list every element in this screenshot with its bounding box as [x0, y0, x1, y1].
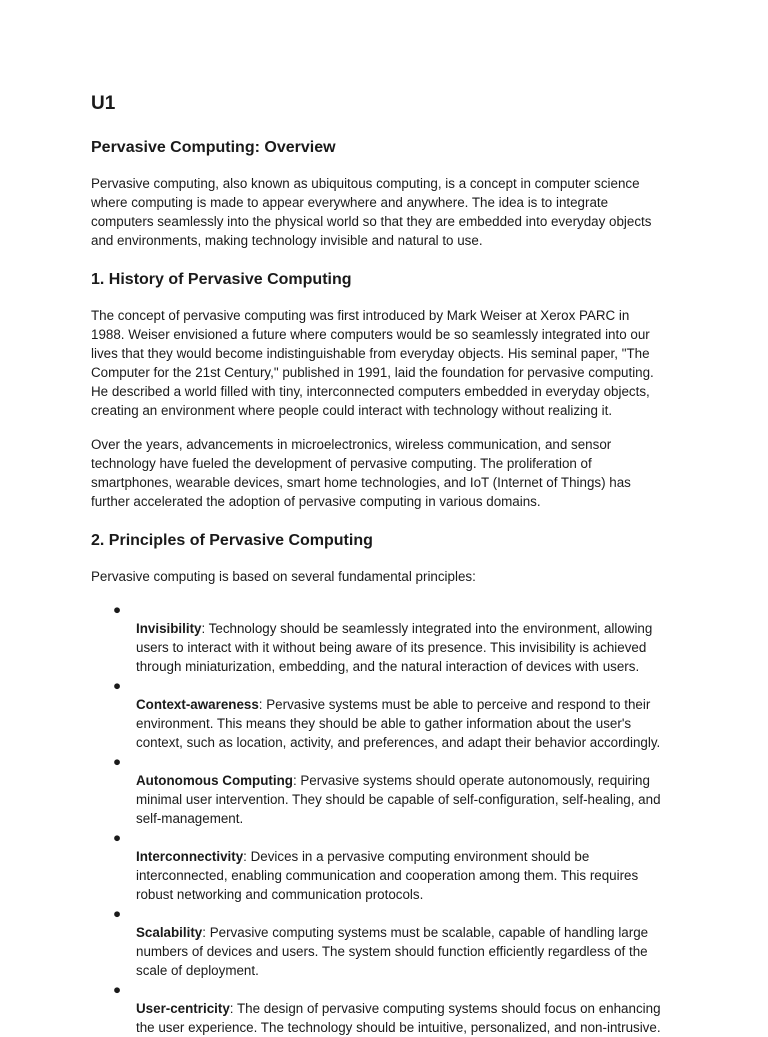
overview-heading: Pervasive Computing: Overview: [91, 139, 336, 156]
principle-term: Interconnectivity: [136, 849, 244, 864]
principle-term: Autonomous Computing: [136, 773, 293, 788]
bullet-icon: ●: [113, 602, 122, 617]
list-item: [91, 752, 678, 828]
principle-term: User-centricity: [136, 1001, 230, 1016]
list-item: [91, 676, 678, 752]
overview-paragraph: Pervasive computing, also known as ubiquitous computing, is a concept in computer science where computing is made to appear everywhere and anywhere. The idea is to integrate computers seamlessly into the physical world so that they are embedded into everyday objects and environments, making technology invisible and natural to use.: [91, 176, 652, 248]
bullet-icon: ●: [113, 830, 122, 845]
principles-intro: Pervasive computing is based on several fundamental principles:: [91, 569, 476, 584]
history-paragraph-2: Over the years, advancements in microelectronics, wireless communication, and sensor technology have fueled the development of pervasive computing. The proliferation of smartphones, wearable devices, smart home technologies, and IoT (Internet of Things) has further accelerated the adoption of pervasive computing in various domains.: [91, 437, 631, 509]
list-item: [91, 828, 678, 904]
principle-description: : Pervasive computing systems must be scalable, capable of handling large numbers of devices and users. The system should function efficiently regardless of the scale of deployment.: [136, 925, 649, 978]
bullet-icon: ●: [113, 678, 122, 693]
principle-term: Invisibility: [136, 621, 202, 636]
list-item: [91, 600, 678, 676]
principle-description: : The design of pervasive computing systems should focus on enhancing the user experience. The technology should be intuitive, personalized, and non-intrusive.: [136, 1001, 661, 1035]
principle-term: Context-awareness: [136, 697, 259, 712]
history-heading: 1. History of Pervasive Computing: [91, 271, 352, 288]
bullet-icon: ●: [113, 754, 122, 769]
principles-list: [91, 600, 678, 1037]
document-title: U1: [91, 93, 116, 114]
principle-description: : Pervasive systems must be able to perceive and respond to their environment. This means they should be able to gather information about the user's context, such as location, activity, and preferences, and adapt their behavior accordingly.: [136, 697, 661, 750]
principle-description: : Pervasive systems should operate autonomously, requiring minimal user intervention. They should be capable of self-configuration, self-healing, and self-management.: [136, 773, 661, 826]
list-item: [91, 980, 678, 1037]
principle-term: Scalability: [136, 925, 203, 940]
history-paragraph-1: The concept of pervasive computing was first introduced by Mark Weiser at Xerox PARC in 1988. Weiser envisioned a future where computers would be so seamlessly integrated into our lives that they would become indistinguishable from everyday objects. His seminal paper, "The Computer for the 21st Century," published in 1991, laid the foundation for pervasive computing. He described a world filled with tiny, interconnected computers embedded in everyday objects, creating an environment where people could interact with technology without realizing it.: [91, 308, 654, 418]
bullet-icon: ●: [113, 982, 122, 997]
principles-heading: 2. Principles of Pervasive Computing: [91, 532, 373, 549]
bullet-icon: ●: [113, 906, 122, 921]
principle-description: : Devices in a pervasive computing environment should be interconnected, enabling communication and cooperation among them. This requires robust networking and communication protocols.: [136, 849, 639, 902]
principle-description: : Technology should be seamlessly integrated into the environment, allowing users to interact with it without being aware of its presence. This invisibility is achieved through miniaturization, embedding, and the natural interaction of devices with users.: [136, 621, 653, 674]
list-item: [91, 904, 678, 980]
